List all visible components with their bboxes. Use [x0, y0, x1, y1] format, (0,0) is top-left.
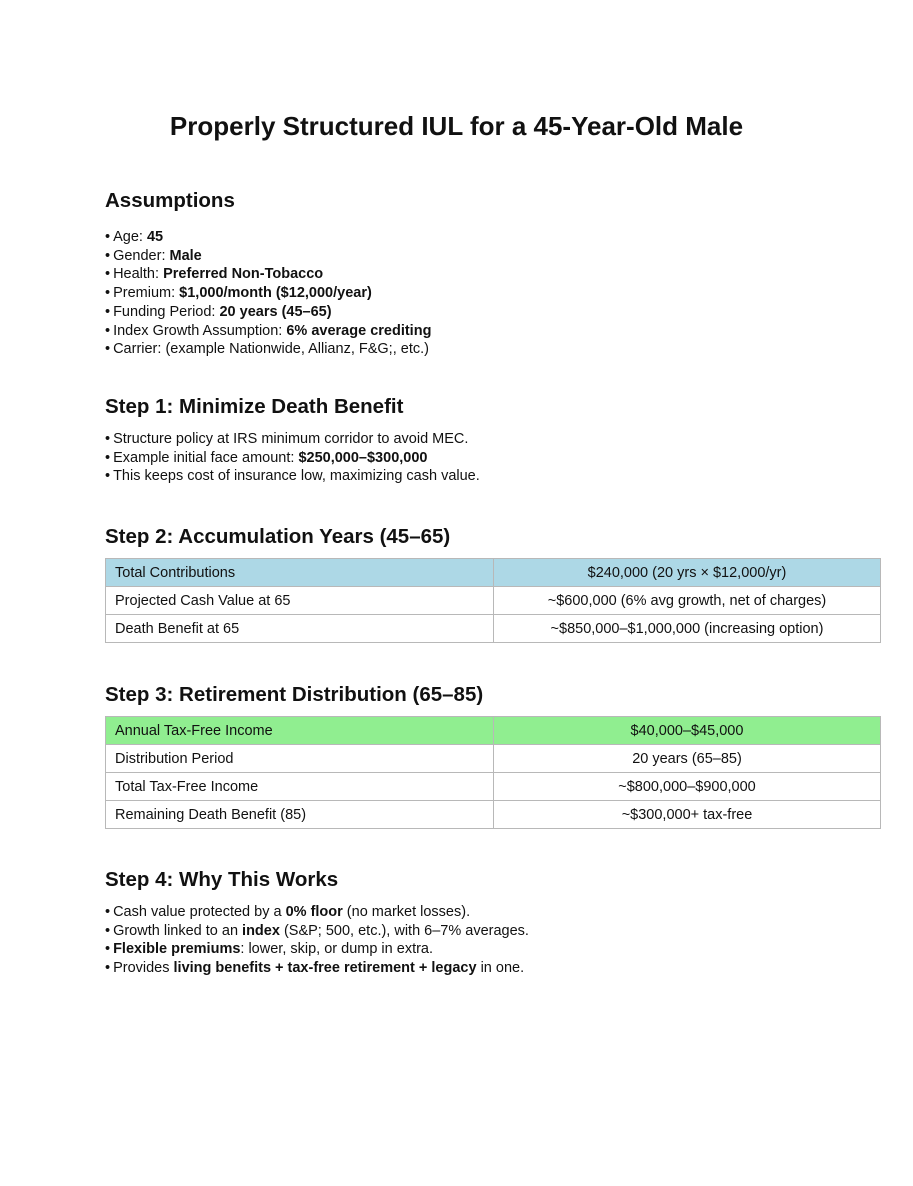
bullet-icon: • — [105, 247, 111, 264]
bullet-icon: • — [105, 341, 111, 358]
table-cell-value: ~$300,000+ tax-free — [494, 801, 881, 829]
list-item: • Provides living benefits + tax-free retirement + legacy in one. — [105, 960, 525, 977]
step1-heading: Step 1: Minimize Death Benefit — [105, 395, 404, 418]
assumptions-list — [105, 228, 881, 359]
list-item: • Funding Period: 20 years (45–65) — [105, 303, 332, 320]
assumptions-section — [105, 188, 881, 359]
step4-heading: Step 4: Why This Works — [105, 868, 339, 891]
list-item: • Example initial face amount: $250,000–$300,000 — [105, 449, 428, 466]
table-cell-label: Total Tax-Free Income — [106, 773, 494, 801]
step1-list — [105, 430, 881, 486]
step3-section — [105, 682, 881, 829]
step1-section — [105, 394, 881, 486]
table-row — [106, 717, 881, 745]
list-item: • Structure policy at IRS minimum corridor to avoid MEC. — [105, 431, 469, 447]
table-cell-label: Distribution Period — [106, 745, 494, 773]
table-row — [106, 773, 881, 801]
list-item: • Premium: $1,000/month ($12,000/year) — [105, 285, 372, 302]
list-item: • Index Growth Assumption: 6% average crediting — [105, 322, 432, 339]
bullet-icon: • — [105, 431, 111, 447]
list-item: • Health: Preferred Non-Tobacco — [105, 266, 324, 283]
table-cell-value: ~$850,000–$1,000,000 (increasing option) — [494, 615, 881, 643]
bullet-icon: • — [105, 449, 111, 466]
step2-heading: Step 2: Accumulation Years (45–65) — [105, 525, 451, 548]
table-cell-label: Annual Tax-Free Income — [106, 717, 494, 745]
table-cell-value: ~$800,000–$900,000 — [494, 773, 881, 801]
table-cell-label: Total Contributions — [106, 559, 494, 587]
bullet-icon: • — [105, 266, 111, 283]
list-item: • Age: 45 — [105, 229, 164, 245]
bullet-icon: • — [105, 322, 111, 339]
distribution-table — [105, 716, 881, 829]
bullet-icon: • — [105, 229, 111, 245]
table-cell-value: $40,000–$45,000 — [494, 717, 881, 745]
table-cell-label: Remaining Death Benefit (85) — [106, 801, 494, 829]
bullet-icon: • — [105, 285, 111, 302]
bullet-icon: • — [105, 904, 111, 920]
table-cell-label: Projected Cash Value at 65 — [106, 587, 494, 615]
table-cell-value: 20 years (65–85) — [494, 745, 881, 773]
list-item: • Gender: Male — [105, 247, 202, 264]
page-title: Properly Structured IUL for a 45-Year-Old Male — [169, 111, 744, 141]
step4-list — [105, 903, 881, 978]
list-item: • This keeps cost of insurance low, maximizing cash value. — [105, 468, 480, 485]
list-item: • Cash value protected by a 0% floor (no market losses). — [105, 904, 471, 920]
table-row — [106, 559, 881, 587]
step3-heading: Step 3: Retirement Distribution (65–85) — [105, 683, 484, 706]
step4-section — [105, 867, 881, 978]
list-item: • Carrier: (example Nationwide, Allianz, F&G;, etc.) — [105, 341, 429, 358]
bullet-icon: • — [105, 303, 111, 320]
step2-section — [105, 524, 881, 643]
table-row — [106, 615, 881, 643]
table-cell-value: ~$600,000 (6% avg growth, net of charges) — [494, 587, 881, 615]
table-row — [106, 587, 881, 615]
list-item: • Flexible premiums: lower, skip, or dump in extra. — [105, 941, 434, 958]
assumptions-heading: Assumptions — [105, 189, 235, 212]
table-cell-label: Death Benefit at 65 — [106, 615, 494, 643]
bullet-icon: • — [105, 960, 111, 977]
bullet-icon: • — [105, 468, 111, 485]
bullet-icon: • — [105, 941, 111, 958]
table-cell-value: $240,000 (20 yrs × $12,000/yr) — [494, 559, 881, 587]
accumulation-table — [105, 558, 881, 643]
table-row — [106, 801, 881, 829]
list-item: • Growth linked to an index (S&P; 500, etc.), with 6–7% averages. — [105, 922, 529, 939]
table-row — [106, 745, 881, 773]
bullet-icon: • — [105, 922, 111, 939]
